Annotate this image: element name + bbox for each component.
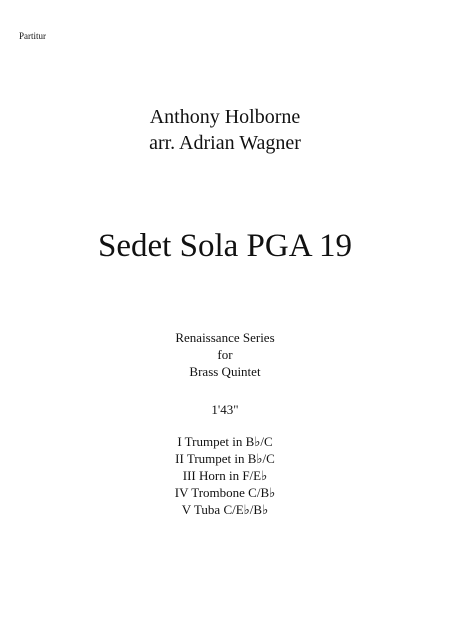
ensemble-line: Brass Quintet (189, 364, 261, 379)
instrument-item: V Tuba C/E♭/B♭ (181, 502, 269, 517)
instrument-list (0, 433, 450, 518)
series-line: Renaissance Series (175, 330, 275, 345)
instrument-item: I Trumpet in B♭/C (177, 434, 273, 449)
composer-name: Anthony Holborne (149, 106, 301, 128)
instrument-item: II Trumpet in B♭/C (175, 451, 275, 466)
series-info (0, 329, 450, 380)
instrument-item: III Horn in F/E♭ (182, 468, 268, 483)
arranger-name: arr. Adrian Wagner (149, 132, 301, 154)
duration: 1'43" (211, 402, 239, 417)
credits (0, 104, 450, 156)
for-line: for (217, 347, 233, 362)
corner-label: Partitur (19, 31, 46, 41)
instrument-item: IV Trombone C/B♭ (174, 485, 276, 500)
piece-title: Sedet Sola PGA 19 (98, 228, 352, 264)
